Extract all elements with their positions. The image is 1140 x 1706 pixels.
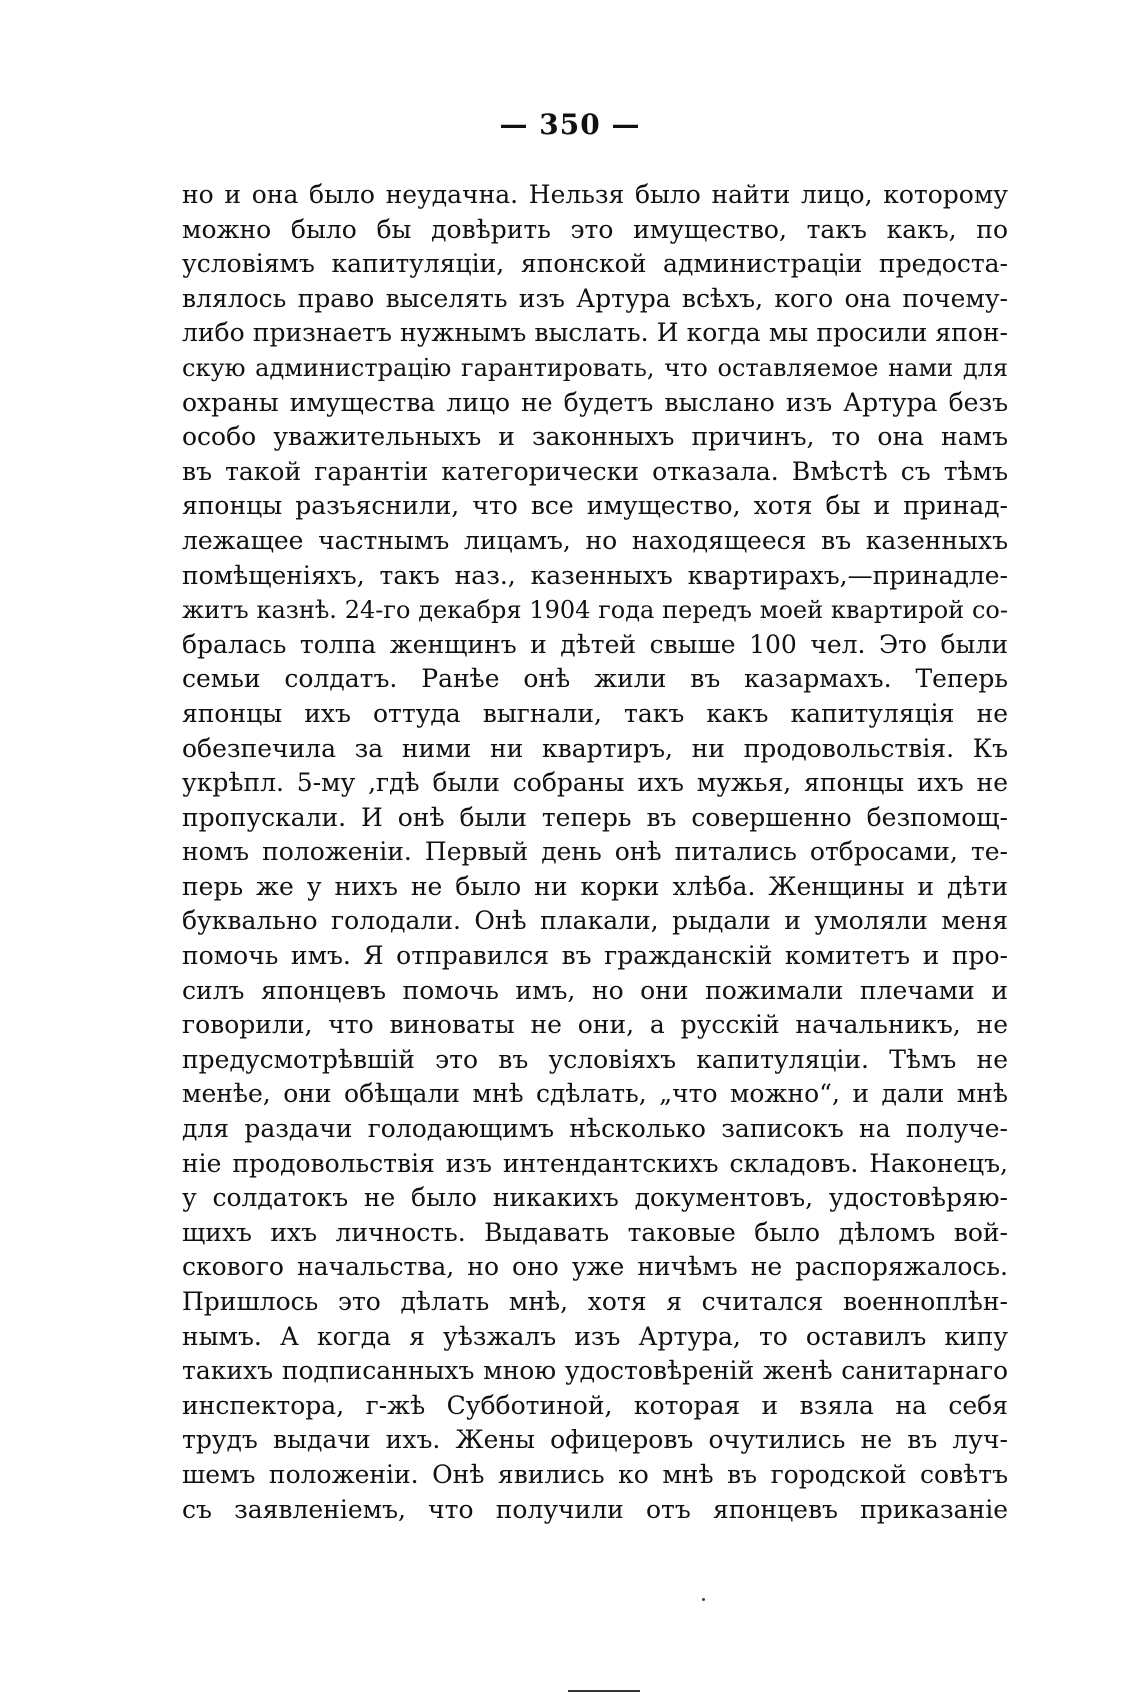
- text-line: бралась толпа женщинъ и дѣтей свыше 100 чел. Это были: [182, 629, 1008, 659]
- text-line: помѣщеніяхъ, такъ наз., казенныхъ квартирахъ,—принадле-: [182, 560, 1008, 590]
- text-line: нымъ. А когда я уѣзжалъ изъ Артура, то оставилъ кипу: [182, 1321, 1008, 1351]
- text-line: шемъ положеніи. Онѣ явились ко мнѣ въ городской совѣтъ: [182, 1459, 1008, 1489]
- text-line: щихъ ихъ личность. Выдавать таковые было дѣломъ вой-: [182, 1217, 1008, 1247]
- text-line: перь же у нихъ не было ни корки хлѣба. Женщины и дѣти: [182, 871, 1008, 901]
- bottom-rule: [568, 1690, 640, 1692]
- text-line: пропускали. И онѣ были теперь въ совершенно безпомощ-: [182, 802, 1008, 832]
- text-line: особо уважительныхъ и законныхъ причинъ, то она намъ: [182, 422, 1008, 452]
- text-line: менѣе, они обѣщали мнѣ сдѣлать, „что можно“, и дали мнѣ: [182, 1079, 1008, 1109]
- text-line: трудъ выдачи ихъ. Жены офицеровъ очутились не въ луч-: [182, 1425, 1008, 1455]
- text-line: скового начальства, но оно уже ничѣмъ не распоряжалось.: [182, 1252, 1008, 1282]
- text-line: силъ японцевъ помочь имъ, но они пожимали плечами и: [182, 975, 1008, 1005]
- text-line: укрѣпл. 5-му ,гдѣ были собраны ихъ мужья, японцы ихъ не: [182, 768, 1008, 798]
- text-line: обезпечила за ними ни квартиръ, ни продовольствія. Къ: [182, 733, 1008, 763]
- text-line: помочь имъ. Я отправился въ гражданскій комитетъ и про-: [182, 941, 1008, 971]
- text-line: для раздачи голодающимъ нѣсколько записокъ на получе-: [182, 1114, 1008, 1144]
- body-text: [182, 178, 1008, 1527]
- text-line: буквально голодали. Онѣ плакали, рыдали и умоляли меня: [182, 906, 1008, 936]
- text-line: японцы ихъ оттуда выгнали, такъ какъ капитуляція не: [182, 698, 1008, 728]
- text-line: семьи солдатъ. Ранѣе онѣ жили въ казармахъ. Теперь: [182, 664, 1008, 694]
- text-line: ніе продовольствія изъ интендантскихъ складовъ. Наконецъ,: [182, 1148, 1008, 1178]
- text-line: такихъ подписанныхъ мною удостовѣреній женѣ санитарнаго: [182, 1356, 1008, 1386]
- scan-speck: [702, 1598, 705, 1601]
- text-line: инспектора, г-жѣ Субботиной, которая и взяла на себя: [182, 1390, 1008, 1420]
- text-line: влялось право выселять изъ Артура всѣхъ, кого она почему-: [182, 283, 1008, 313]
- text-line: либо признаетъ нужнымъ выслать. И когда мы просили япон-: [182, 318, 1008, 348]
- text-line: говорили, что виноваты не они, а русскій начальникъ, не: [182, 1010, 1008, 1040]
- text-line: но и она было неудачна. Нельзя было найти лицо, которому: [182, 180, 1008, 209]
- text-line: у солдатокъ не было никакихъ документовъ, удостовѣряю-: [182, 1183, 1008, 1213]
- text-line: охраны имущества лицо не будетъ выслано изъ Артура безъ: [182, 387, 1008, 417]
- text-line: можно было бы довѣрить это имущество, такъ какъ, по: [182, 214, 1008, 244]
- text-line: номъ положеніи. Первый день онѣ питались отбросами, те-: [182, 837, 1008, 867]
- page-number: — 350 —: [499, 108, 641, 141]
- text-line: скую администрацію гарантировать, что оставляемое нами для: [182, 353, 1008, 382]
- text-line: предусмотрѣвшій это въ условіяхъ капитуляціи. Тѣмъ не: [182, 1044, 1008, 1074]
- text-line: Пришлось это дѣлать мнѣ, хотя я считался военноплѣн-: [182, 1287, 1008, 1316]
- text-line: японцы разъяснили, что все имущество, хотя бы и принад-: [182, 491, 1008, 521]
- text-line: житъ казнѣ. 24-го декабря 1904 года передъ моей квартирой со-: [182, 596, 1008, 625]
- text-line: условіямъ капитуляціи, японской администраціи предоста-: [182, 249, 1008, 279]
- text-line: лежащее частнымъ лицамъ, но находящееся въ казенныхъ: [182, 525, 1008, 555]
- text-line: въ такой гарантіи категорически отказала. Вмѣстѣ съ тѣмъ: [182, 456, 1008, 486]
- text-line: съ заявленіемъ, что получили отъ японцевъ приказаніе: [182, 1494, 1008, 1524]
